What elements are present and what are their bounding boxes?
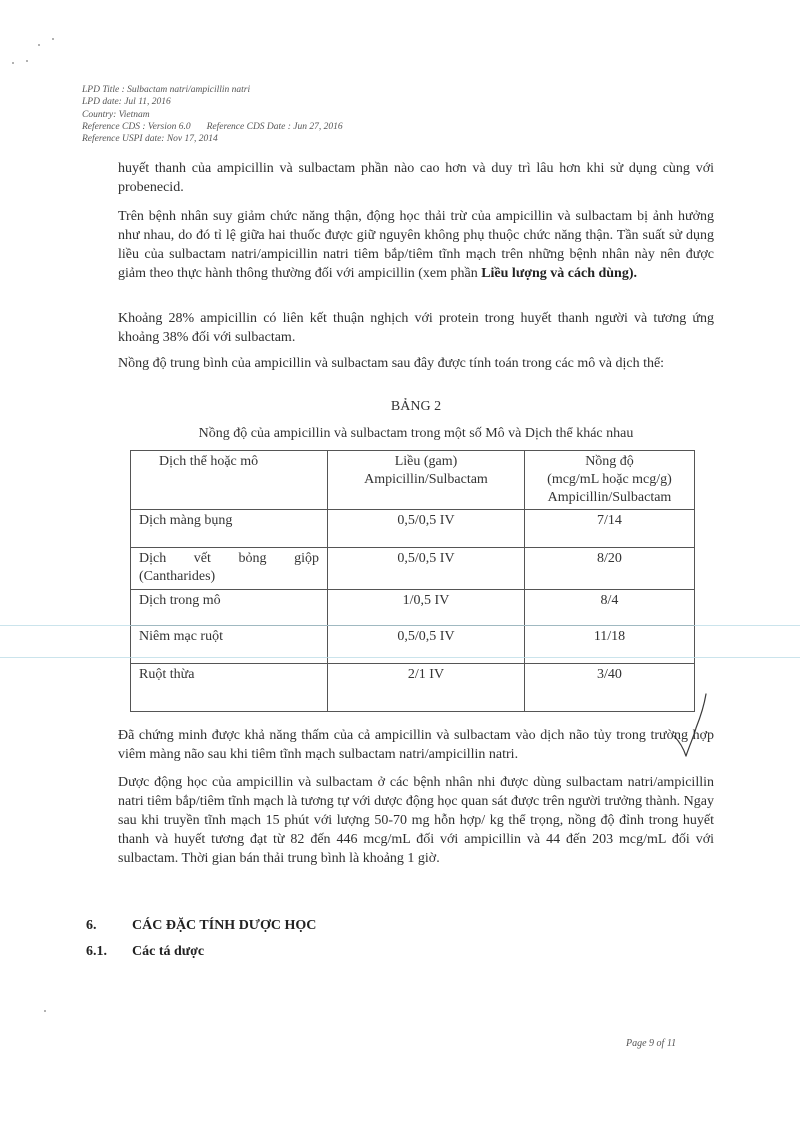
paragraph-csf-penetration: Đã chứng minh được khả năng thấm của cả ampicillin và sulbactam vào dịch não tủy trong trường hợp viêm màng não sau khi tiêm tĩnh mạch sulbactam natri/ampicillin natri. (118, 728, 714, 762)
fluid-cell: Dịch trong mô (131, 590, 328, 626)
section-title: Các tá dược (132, 944, 205, 959)
reference-cds-date: Reference CDS Date : Jun 27, 2016 (206, 121, 343, 132)
section-title: CÁC ĐẶC TÍNH DƯỢC HỌC (132, 918, 317, 933)
section-6-1-heading (86, 944, 204, 960)
page-number: Page 9 of 11 (626, 1038, 677, 1049)
section-number: 6. (86, 918, 97, 933)
concentration-cell: 8/4 (525, 590, 695, 626)
fluid-cell: Niêm mạc ruột (131, 626, 328, 664)
scan-line (0, 657, 800, 658)
dose-cell: 0,5/0,5 IV (328, 626, 525, 664)
dose-cell: 2/1 IV (328, 664, 525, 712)
table-header-row (131, 451, 695, 510)
scan-line (0, 625, 800, 626)
fluid-cell: Ruột thừa (131, 664, 328, 712)
concentration-cell: 7/14 (525, 510, 695, 548)
reference-cds-version: Reference CDS : Version 6.0 (82, 121, 191, 132)
dose-cell: 1/0,5 IV (328, 590, 525, 626)
paragraph-renal-text: Trên bệnh nhân suy giảm chức năng thận, động học thải trừ của ampicillin và sulbactam bị ảnh hưởng như nhau, do đó tỉ lệ giữa hai thuốc được giữ nguyên không phụ thuộc chức năng thận. Tần suất sử dụng liều của sulbactam natri/ampicillin natri tiêm bắp/tiêm tĩnh mạch trên những bệnh nhân này nên được giảm theo thực hành thông thường đối với ampicillin (xem phần (118, 209, 714, 281)
dosage-reference: Liều lượng và cách dùng). (481, 266, 637, 281)
paragraph-renal-impairment (118, 207, 714, 283)
fluid-cell: Dịch màng bụng (131, 510, 328, 548)
section-6-heading (86, 918, 316, 934)
concentration-cell: 3/40 (525, 664, 695, 712)
country: Country: Vietnam (82, 109, 150, 120)
header-concentration: Nồng độ (mcg/mL hoặc mcg/g) Ampicillin/Sulbactam (525, 451, 695, 510)
lpd-title: LPD Title : Sulbactam natri/ampicillin natri (82, 85, 251, 95)
table-row (131, 664, 695, 712)
reference-uspi-date: Reference USPI date: Nov 17, 2014 (82, 134, 218, 145)
reference-cds-line (82, 121, 502, 133)
paragraph-pediatric-pk: Dược động học của ampicillin và sulbactam ở các bệnh nhân nhi được dùng sulbactam natri/ampicillin natri tiêm bắp/tiêm tĩnh mạch là tương tự với dược động học quan sát được trên người trưởng thành. Ngay sau khi truyền tĩnh mạch 15 phút với lượng 50-70 mg hỗn hợp/ kg thể trọng, nồng độ đỉnh trong huyết thanh và huyết tương đạt từ 82 đến 446 mcg/mL đối với ampicillin và 44 đến 203 mcg/mL đối với sulbactam. Thời gian bán thải trung bình là khoảng 1 giờ. (118, 775, 714, 866)
dose-cell: 0,5/0,5 IV (328, 548, 525, 590)
document-header (82, 84, 502, 145)
paragraph-protein-binding: Khoảng 28% ampicillin có liên kết thuận nghịch với protein trong huyết thanh người và tương ứng khoảng 38% đối với sulbactam. (118, 311, 714, 345)
table-row (131, 510, 695, 548)
table-label: BẢNG 2 (390, 399, 442, 414)
concentration-cell: 8/20 (525, 548, 695, 590)
fluid-cell: Dịch vết bỏng giộp (Cantharides) (131, 548, 328, 590)
table-row (131, 548, 695, 590)
paragraph-concentrations-intro: Nồng độ trung bình của ampicillin và sulbactam sau đây được tính toán trong các mô và dịch thể: (118, 356, 665, 371)
section-number: 6.1. (86, 944, 107, 959)
paragraph-probenecid: huyết thanh của ampicillin và sulbactam phần nào cao hơn và duy trì lâu hơn khi sử dụng cùng với probenecid. (118, 161, 714, 195)
header-fluid: Dịch thể hoặc mô (131, 451, 328, 510)
concentration-table (130, 450, 695, 712)
table-caption: Nồng độ của ampicillin và sulbactam trong một số Mô và Dịch thể khác nhau (198, 426, 634, 441)
dose-cell: 0,5/0,5 IV (328, 510, 525, 548)
lpd-date: LPD date: Jul 11, 2016 (82, 97, 171, 108)
concentration-cell: 11/18 (525, 626, 695, 664)
table-row (131, 590, 695, 626)
header-dose: Liều (gam) Ampicillin/Sulbactam (328, 451, 525, 510)
